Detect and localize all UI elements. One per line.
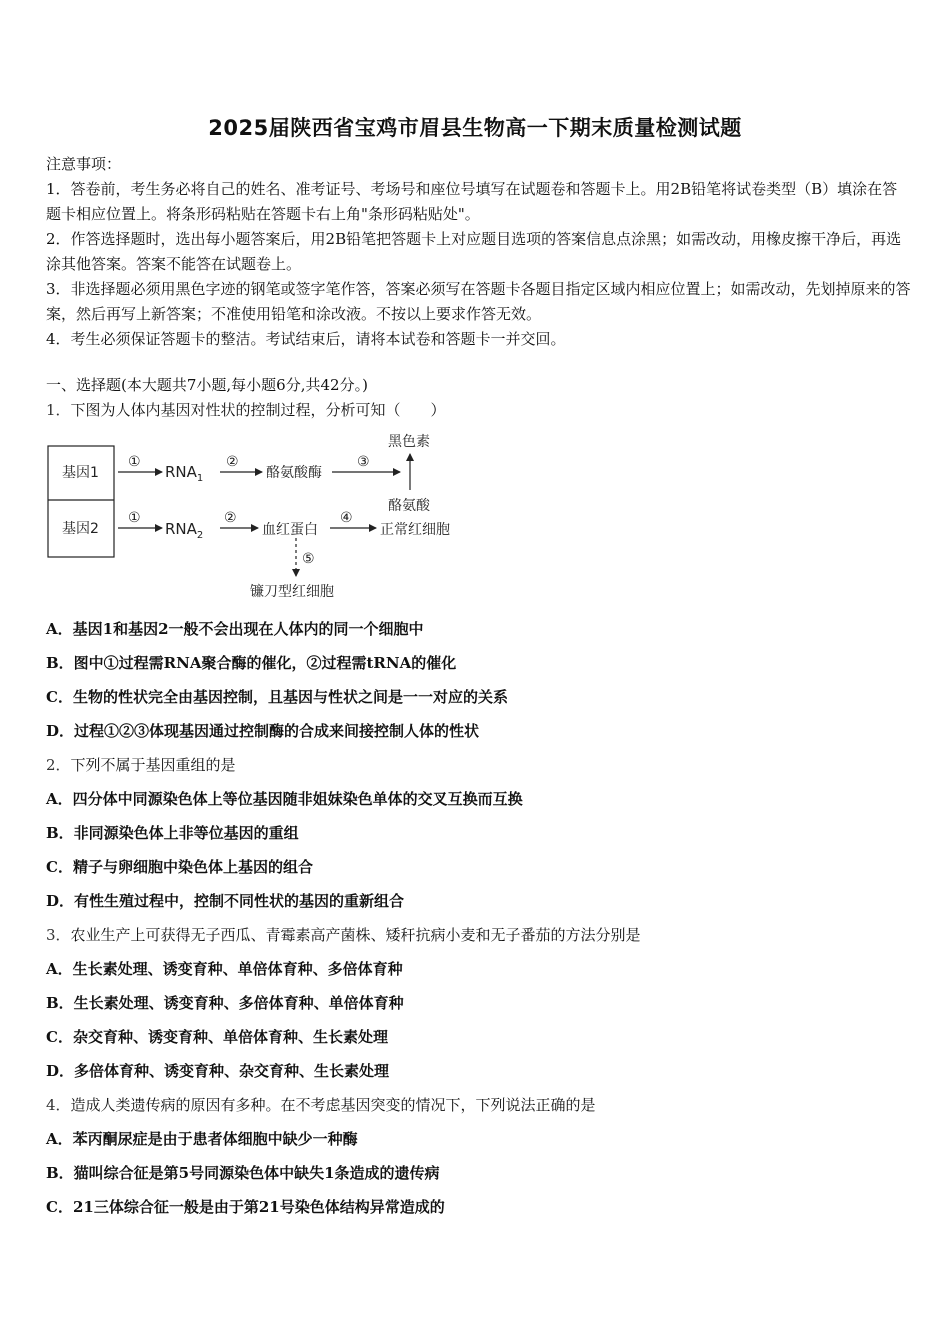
question-number: 3． (46, 926, 71, 944)
question-2-stem (46, 755, 236, 775)
step4-label: ④ (340, 510, 353, 526)
tyrosinase-label: 酪氨酸酶 (266, 465, 322, 481)
question-text: 下列不属于基因重组的是 (70, 756, 236, 774)
gene1-label: 基因1 (62, 465, 99, 481)
option-2a: A．四分体中同源染色体上等位基因随非姐妹染色单体的交叉互换而互换 (46, 790, 523, 808)
tyrosine-label: 酪氨酸 (388, 498, 430, 514)
option-4a: A．苯丙酮尿症是由于患者体细胞中缺少一种酶 (46, 1130, 358, 1148)
notice-section (46, 152, 912, 352)
step3-label: ③ (357, 454, 370, 470)
notice-item: 3．非选择题必须用黑色字迹的钢笔或签字笔作答，答案必须写在答题卡各题目指定区域内相应位置上；如需改动，先划掉原来的答案，然后再写上新答案；不准使用铅笔和涂改液。不按以上要求作答无效。 (46, 280, 911, 323)
melanin-label: 黑色素 (388, 434, 430, 450)
page-title: 2025届陕西省宝鸡市眉县生物高一下期末质量检测试题 (208, 116, 742, 140)
hemoglobin-label: 血红蛋白 (262, 522, 318, 538)
step5-label: ⑤ (302, 551, 315, 567)
section-heading: 一、选择题(本大题共7小题,每小题6分,共42分。) (46, 376, 368, 394)
option-1a: A．基因1和基因2一般不会出现在人体内的同一个细胞中 (46, 620, 424, 638)
rna2-label (165, 520, 203, 541)
option-1d: D．过程①②③体现基因通过控制酶的合成来间接控制人体的性状 (46, 722, 480, 740)
step2-label: ② (226, 454, 239, 470)
option-3d: D．多倍体育种、诱变育种、杂交育种、生长素处理 (46, 1062, 390, 1080)
question-number: 2． (46, 756, 71, 774)
notice-item: 4．考生必须保证答题卡的整洁。考试结束后，请将本试卷和答题卡一并交回。 (46, 330, 566, 348)
option-2d: D．有性生殖过程中，控制不同性状的基因的重新组合 (46, 892, 405, 910)
option-2b: B．非同源染色体上非等位基因的重组 (46, 824, 299, 842)
step2-label: ② (224, 510, 237, 526)
step1-label: ① (128, 454, 141, 470)
gene-control-diagram (40, 428, 480, 608)
sickle-rbc-label: 镰刀型红细胞 (250, 584, 334, 600)
gene2-label: 基因2 (62, 521, 99, 537)
option-1b: B．图中①过程需RNA聚合酶的催化，②过程需tRNA的催化 (46, 654, 457, 672)
notice-item: 2．作答选择题时，选出每小题答案后，用2B铅笔把答题卡上对应题目选项的答案信息点涂黑；如需改动，用橡皮擦干净后，再选涂其他答案。答案不能答在试题卷上。 (46, 230, 902, 273)
gene-box (48, 446, 114, 557)
rna-base: RNA (165, 520, 197, 538)
notice-item: 1．答卷前，考生务必将自己的姓名、准考证号、考场号和座位号填写在试题卷和答题卡上。用2B铅笔将试卷类型（B）填涂在答题卡相应位置上。将条形码粘贴在答题卡右上角"条形码粘贴处"。 (46, 180, 898, 223)
notice-heading: 注意事项： (46, 155, 122, 173)
option-3b: B．生长素处理、诱变育种、多倍体育种、单倍体育种 (46, 994, 404, 1012)
rna1-subscript: 1 (196, 473, 204, 484)
question-number: 4． (46, 1096, 71, 1114)
option-4c: C．21三体综合征一般是由于第21号染色体结构异常造成的 (46, 1198, 445, 1216)
option-3c: C．杂交育种、诱变育种、单倍体育种、生长素处理 (46, 1028, 388, 1046)
question-3-stem (46, 925, 641, 945)
rna1-label (165, 463, 203, 484)
question-text: 农业生产上可获得无子西瓜、青霉素高产菌株、矮秆抗病小麦和无子番茄的方法分别是 (70, 926, 641, 944)
option-3a: A．生长素处理、诱变育种、单倍体育种、多倍体育种 (46, 960, 403, 978)
question-number: 1． (46, 401, 71, 419)
normal-rbc-label: 正常红细胞 (380, 522, 450, 538)
option-1c: C．生物的性状完全由基因控制，且基因与性状之间是一一对应的关系 (46, 688, 508, 706)
rna-base: RNA (165, 463, 197, 481)
option-4b: B．猫叫综合征是第5号同源染色体中缺失1条造成的遗传病 (46, 1164, 440, 1182)
rna2-subscript: 2 (196, 530, 204, 541)
question-1-stem (46, 400, 446, 420)
question-text: 下图为人体内基因对性状的控制过程，分析可知（ ） (70, 401, 446, 419)
question-4-stem (46, 1095, 596, 1115)
question-text: 造成人类遗传病的原因有多种。在不考虑基因突变的情况下，下列说法正确的是 (70, 1096, 596, 1114)
option-2c: C．精子与卵细胞中染色体上基因的组合 (46, 858, 313, 876)
step1-label: ① (128, 510, 141, 526)
